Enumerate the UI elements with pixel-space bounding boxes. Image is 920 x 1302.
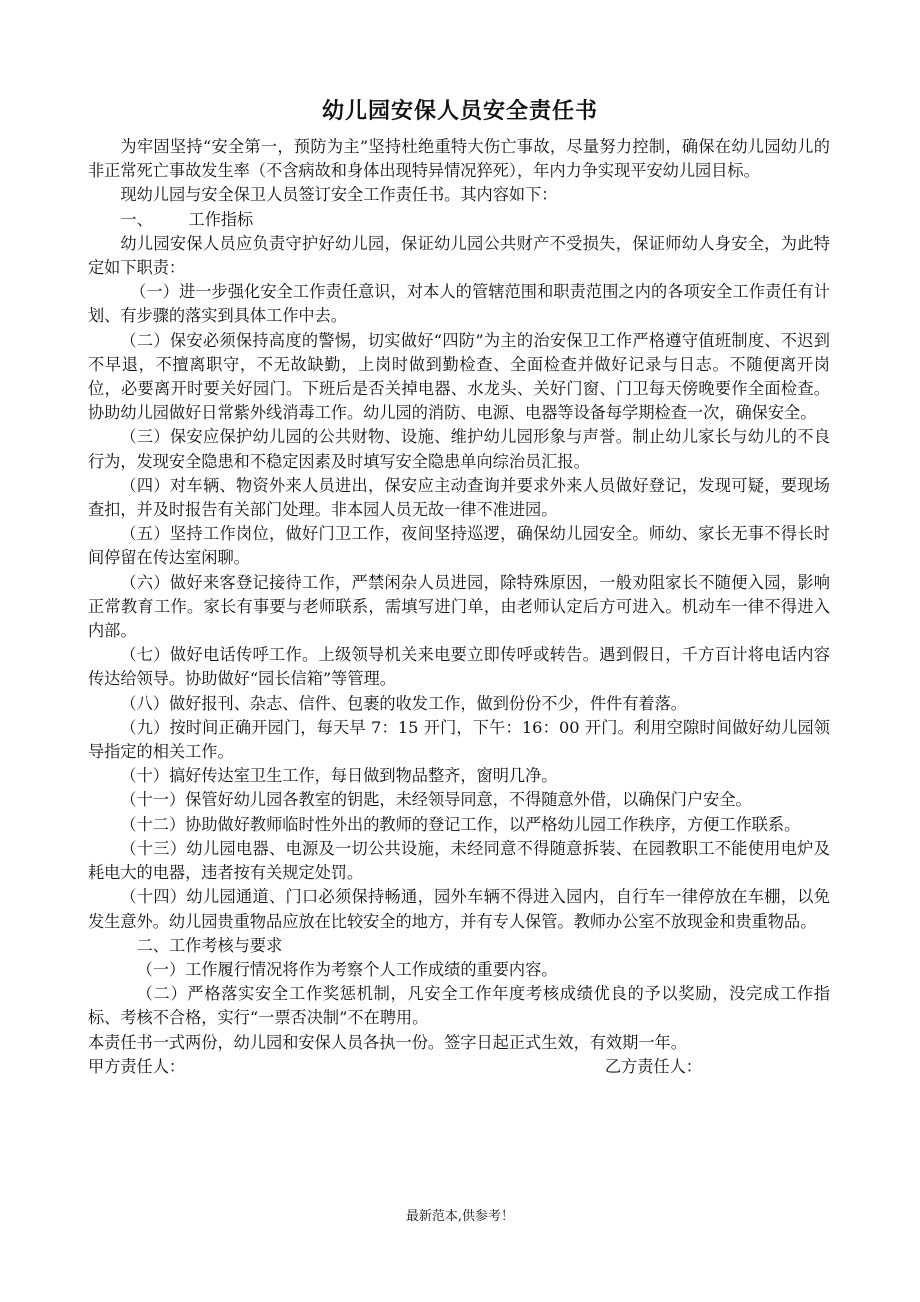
duty-item: （六）做好来客登记接待工作，严禁闲杂人员进园，除特殊原因，一般劝阻家长不随便入园，影响正常教育工作。家长有事要与老师联系，需填写进门单，由老师认定后方可进入。机动车一律不得进入内部。: [88, 572, 830, 641]
section-2-heading: 二、工作考核与要求: [136, 935, 283, 955]
duty-item: （十）搞好传达室卫生工作，每日做到物品整齐，窗明几净。: [120, 766, 558, 786]
duty-item: （七）做好电话传呼工作。上级领导机关来电要立即传呼或转告。遇到假日，千方百计将电话内容传达给领导。协助做好“园长信箱”等管理。: [88, 645, 830, 689]
duty-item: （十四）幼儿园通道、门口必须保持畅通，园外车辆不得进入园内，自行车一律停放在车棚，以免发生意外。幼儿园贵重物品应放在比较安全的地方，并有专人保管。教师办公室不放现金和贵重物品。: [88, 887, 830, 931]
requirement-item: （一）工作履行情况将作为考察个人工作成绩的重要内容。: [136, 959, 558, 979]
duty-item: （二）保安必须保持高度的警惕，切实做好“四防”为主的治安保卫工作严格遵守值班制度、不迟到不早退，不擅离职守，不无故缺勤，上岗时做到勤检查、全面检查并做好记录与日志。不随便离开岗位，必要离开时要关好园门。下班后是否关掉电器、水龙头、关好门窗、门卫每天傍晚要作全面检查。协助幼儿园做好日常紫外线消毒工作。幼儿园的消防、电源、电器等设备每学期检查一次，确保安全。: [88, 330, 830, 423]
document-body: [88, 135, 830, 1079]
duty-item: （十二）协助做好教师临时性外出的教师的登记工作，以严格幼儿园工作秩序，方便工作联系。: [120, 814, 801, 834]
requirement-item: （二）严格落实安全工作奖惩机制，凡安全工作年度考核成绩优良的予以奖励，没完成工作指标、考核不合格，实行“一票否决制”不在聘用。: [88, 984, 830, 1028]
duty-item: （八）做好报刊、杂志、信件、包裹的收发工作，做到份份不少，件件有着落。: [120, 693, 687, 713]
intro-paragraph-2: 现幼儿园与安全保卫人员签订安全工作责任书。其内容如下：: [120, 185, 558, 205]
footer-note: 最新范本,供参考！: [405, 1209, 515, 1224]
section-1-lead: 幼儿园安保人员应负责守护好幼儿园，保证幼儿园公共财产不受损失，保证师幼人身安全，为此特定如下职责：: [88, 233, 830, 278]
document-title: 幼儿园安保人员安全责任书: [321, 98, 598, 124]
duty-item: （三）保安应保护幼儿园的公共财物、设施、维护幼儿园形象与声誉。制止幼儿家长与幼儿的不良行为，发现安全隐患和不稳定因素及时填写安全隐患单向综治员汇报。: [88, 427, 830, 471]
duty-item: （一）进一步强化安全工作责任意识，对本人的管辖范围和职责范围之内的各项安全工作责任有计划、有步骤的落实到具体工作中去。: [88, 282, 830, 326]
party-b-signature-label: 乙方责任人：: [604, 1056, 702, 1076]
closing-paragraph: 本责任书一式两份，幼儿园和安保人员各执一份。签字日起正式生效，有效期一年。: [88, 1032, 687, 1052]
duty-item: （十三）幼儿园电器、电源及一切公共设施，未经同意不得随意拆装、在园教职工不能使用电炉及耗电大的电器，违者按有关规定处罚。: [88, 838, 830, 883]
duty-item: （九）按时间正确开园门，每天早 7：15 开门，下午：16：00 开门。利用空隙时间做好幼儿园领导指定的相关工作。: [88, 717, 830, 762]
section-1-title: 工作指标: [188, 209, 254, 229]
duty-item: （五）坚持工作岗位，做好门卫工作，夜间坚持巡逻，确保幼儿园安全。师幼、家长无事不得长时间停留在传达室闲聊。: [88, 524, 830, 568]
party-a-signature-label: 甲方责任人：: [88, 1056, 186, 1076]
duty-item: （四）对车辆、物资外来人员进出，保安应主动查询并要求外来人员做好登记，发现可疑，要现场查扣，并及时报告有关部门处理。非本园人员无故一律不准进园。: [88, 475, 830, 520]
intro-paragraph: 为牢固坚持“安全第一，预防为主”坚持杜绝重特大伤亡事故，尽量努力控制，确保在幼儿园幼儿的非正常死亡事故发生率（不含病故和身体出现特异情况猝死），年内力争实现平安幼儿园目标。: [88, 137, 830, 181]
duty-item: （十一）保管好幼儿园各教室的钥匙，未经领导同意，不得随意外借，以确保门户安全。: [120, 790, 752, 810]
section-1-number: 一、: [120, 209, 153, 229]
section-1-heading: [88, 208, 830, 232]
signature-row: [88, 1055, 830, 1079]
